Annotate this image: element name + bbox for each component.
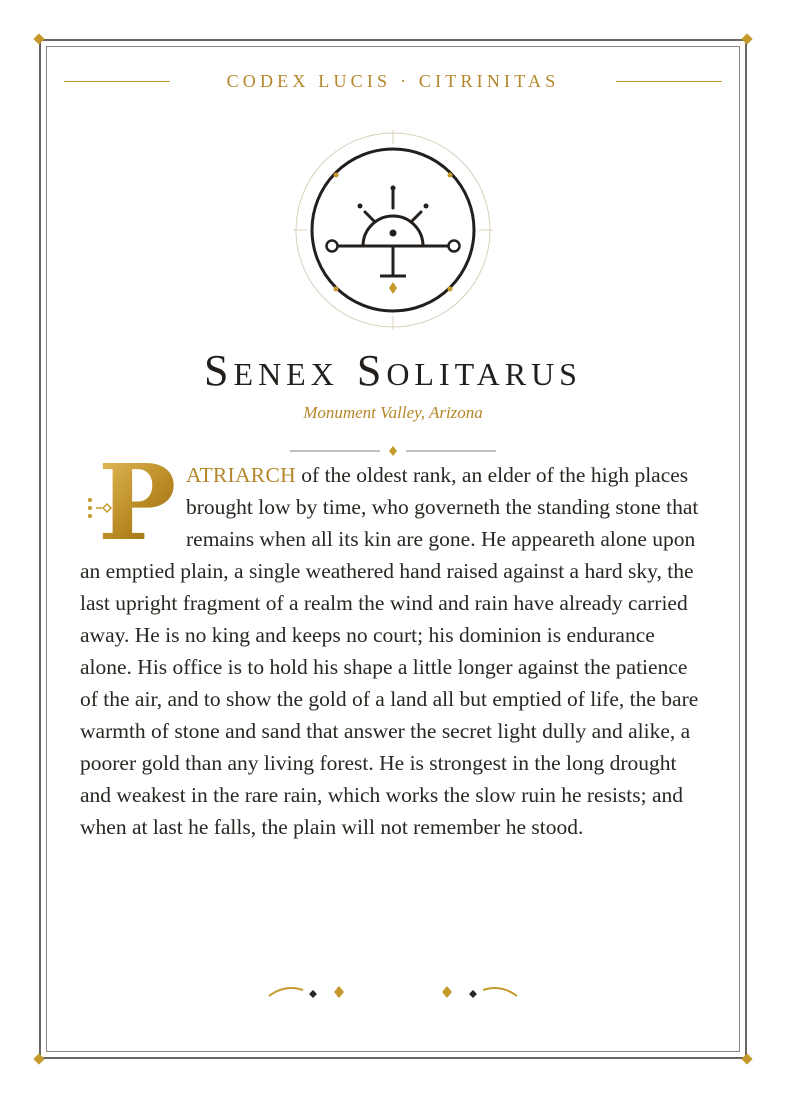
card-subtitle: Monument Valley, Arizona	[303, 403, 483, 422]
dropcap-letter: P	[98, 441, 177, 564]
body-paragraph: of the oldest rank, an elder of the high places brought low by time, who governeth the standing stone that remains when all its kin are gone. He appeareth alone upon an emptied plain, a single weathered hand raised against a hard sky, the last upright fragment of a realm the wind and rain have already carried away. He is no king and keeps no court; his dominion is endurance alone. His office is to hold his shape a little longer against the patience of the air, and to show the gold of a land all but emptied of life, the bare warmth of stone and sand that answer the secret light dully and alike, a poorer gold than any living forest. He is strongest in the long drought and weakest in the rare rain, which works the slow ruin he resists; and when at last he falls, the plain will not remember he stood.	[80, 463, 699, 839]
lead-word: ATRIARCH	[186, 463, 296, 487]
codex-header: CODEX LUCIS · CITRINITAS	[226, 71, 560, 91]
sun-over-horizon-sigil-icon	[293, 130, 493, 330]
title-second-initial: S	[356, 346, 387, 395]
title-divider	[290, 444, 496, 458]
title-second-rest: OLITARUS	[386, 356, 582, 392]
title-first-initial: S	[204, 346, 234, 395]
footer-ornament	[265, 980, 521, 1004]
card-title	[0, 346, 786, 406]
card-body	[80, 441, 708, 843]
dropcap	[80, 441, 180, 564]
title-first-rest: ENEX	[233, 356, 339, 392]
